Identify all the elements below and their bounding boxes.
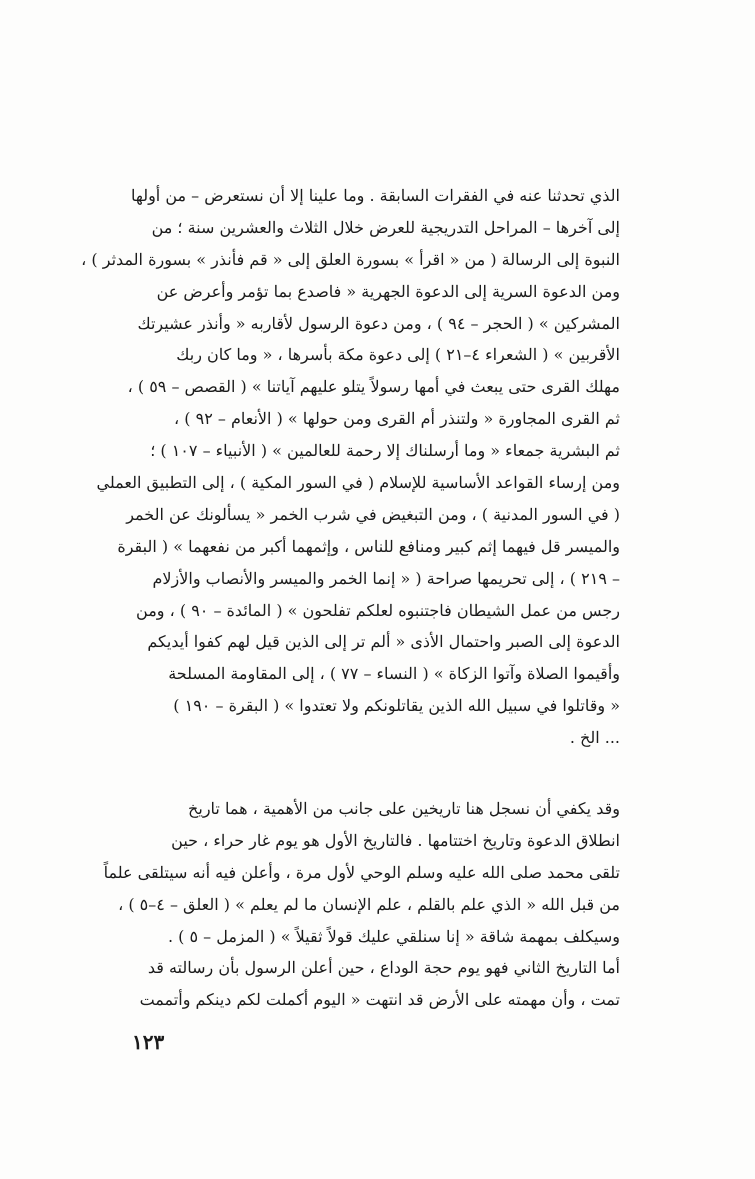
- text-line: إلى آخرها – المراحل التدريجية للعرض خلال الثلاث والعشرين سنة ؛ من: [151, 217, 620, 237]
- text-line: رجس من عمل الشيطان فاجتنبوه لعلكم تفلحون » ( المائدة – ٩٠ ) ، ومن: [136, 600, 620, 620]
- text-line: من قبل الله « الذي علم بالقلم ، علم الإنسان ما لم يعلم » ( العلق – ٤–٥ ) ،: [118, 894, 620, 914]
- text-line: الأقربين » ( الشعراء ٤–٢١ ) إلى دعوة مكة بأسرها ، « وما كان ربك: [176, 345, 620, 365]
- text-line: مهلك القرى حتى يبعث في أمها رسولاً يتلو عليهم آياتنا » ( القصص – ٥٩ ) ،: [127, 377, 620, 397]
- text-line: ومن إرساء القواعد الأساسية للإسلام ( في السور المكية ) ، إلى التطبيق العملي: [96, 473, 620, 493]
- paragraph-two: [103, 793, 620, 1016]
- text-line: أما التاريخ الثاني فهو يوم حجة الوداع ، حين أعلن الرسول بأن رسالته قد: [147, 958, 620, 978]
- text-line: النبوة إلى الرسالة ( من « اقرأ » بسورة العلق إلى « قم فأنذر » بسورة المدثر ) ،: [81, 249, 620, 269]
- page-number: ١٢٣: [132, 1030, 165, 1054]
- text-line: وأقيموا الصلاة وآتوا الزكاة » ( النساء – ٧٧ ) ، إلى المقاومة المسلحة: [168, 664, 620, 684]
- text-line: الدعوة إلى الصبر واحتمال الأذى « ألم تر إلى الذين قيل لهم كفوا أيديكم: [147, 632, 620, 652]
- text-line: الذي تحدثنا عنه في الفقرات السابقة . وما علينا إلا أن نستعرض – من أولها: [130, 186, 620, 205]
- text-line: تلقى محمد صلى الله عليه وسلم الوحي لأول مرة ، وأعلن فيه أنه سيتلقى علماً: [103, 862, 620, 882]
- text-line: « وقاتلوا في سبيل الله الذين يقاتلونكم ولا تعتدوا » ( البقرة – ١٩٠ ): [173, 696, 620, 716]
- text-line: ثم القرى المجاورة « ولتنذر أم القرى ومن حولها » ( الأنعام – ٩٢ ) ،: [174, 409, 620, 429]
- text-line: – ٢١٩ ) ، إلى تحريمها صراحة ( « إنما الخمر والميسر والأنصاب والأزلام: [152, 568, 620, 588]
- text-line: وقد يكفي أن نسجل هنا تاريخين على جانب من الأهمية ، هما تاريخ: [188, 799, 620, 818]
- text-line: وسيكلف بمهمة شاقة « إنا سنلقي عليك قولاً ثقيلاً » ( المزمل – ٥ ) .: [167, 926, 620, 946]
- text-line: ومن الدعوة السرية إلى الدعوة الجهرية « فاصدع بما تؤمر وأعرض عن: [156, 281, 620, 301]
- text-line: ( في السور المدنية ) ، ومن التبغيض في شرب الخمر « يسألونك عن الخمر: [126, 504, 620, 524]
- text-line: تمت ، وأن مهمته على الأرض قد انتهت « اليوم أكملت لكم دينكم وأتممت: [139, 990, 620, 1010]
- text-line: انطلاق الدعوة وتاريخ اختتامها . فالتاريخ الأول هو يوم غار حراء ، حين: [171, 830, 620, 850]
- text-line: ... الخ .: [569, 728, 620, 748]
- paragraph-one: [81, 180, 620, 754]
- text-line: ثم البشرية جمعاء « وما أرسلناك إلا رحمة للعالمين » ( الأنبياء – ١٠٧ ) ؛: [150, 441, 620, 461]
- text-line: المشركين » ( الحجر – ٩٤ ) ، ومن دعوة الرسول لأقاربه « وأنذر عشيرتك: [137, 313, 620, 333]
- text-line: والميسر قل فيهما إثم كبير ومنافع للناس ، وإثمهما أكبر من نفعهما » ( البقرة: [117, 536, 620, 556]
